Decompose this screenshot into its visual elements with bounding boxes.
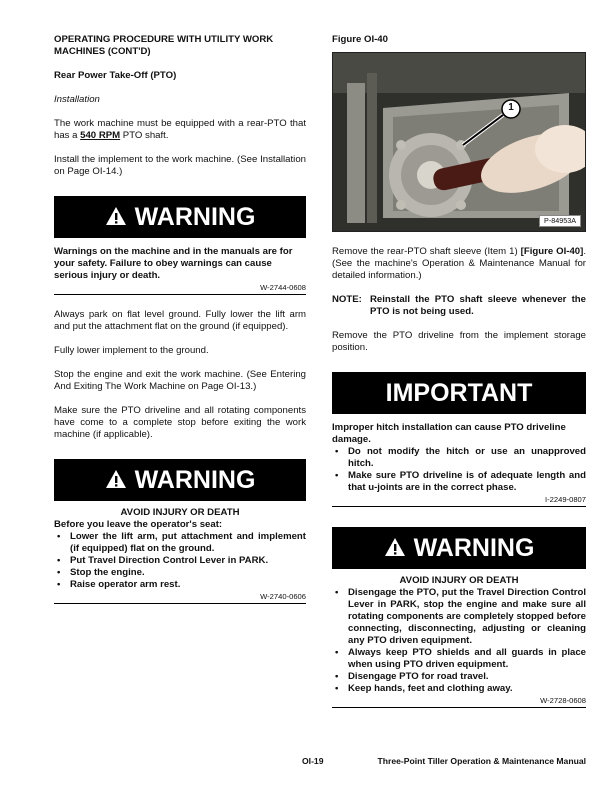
list-item: • Raise operator arm rest. bbox=[54, 579, 306, 591]
warning-code: W-2744-0608 bbox=[54, 283, 306, 295]
paragraph-lower-implement: Fully lower implement to the ground. bbox=[54, 345, 209, 356]
installation-label: Installation bbox=[54, 94, 100, 105]
important-list bbox=[332, 446, 586, 494]
important-text: Improper hitch installation can cause PTO driveline damage. bbox=[332, 422, 566, 445]
list-item: • Always keep PTO shields and all guards in place when using PTO driven equipment. bbox=[332, 647, 586, 671]
page-number: OI-19 bbox=[302, 756, 324, 766]
warning-block-3 bbox=[332, 527, 586, 708]
list-item: • Keep hands, feet and clothing away. bbox=[332, 683, 586, 695]
warning-code: W-2740-0606 bbox=[54, 592, 306, 604]
warning-intro: Before you leave the operator's seat: bbox=[54, 519, 223, 530]
warning-banner: WARNING bbox=[54, 459, 306, 501]
subsection-title: Rear Power Take-Off (PTO) bbox=[54, 70, 177, 81]
figure-code: P-84953A bbox=[539, 215, 581, 227]
figure-callout-label: 1 bbox=[508, 102, 514, 113]
important-block bbox=[332, 372, 586, 507]
list-item: • Stop the engine. bbox=[54, 567, 306, 579]
warning-block-2 bbox=[54, 459, 306, 604]
figure-label: Figure OI-40 bbox=[332, 34, 388, 45]
warning-banner: WARNING bbox=[54, 196, 306, 238]
note-text: Reinstall the PTO shaft sleeve whenever the PTO is not being used. bbox=[370, 294, 586, 317]
paragraph-remove-sleeve: Remove the rear-PTO shaft sleeve (Item 1) [Figure OI-40]. (See the machine's Operation & Maintenance Manual for detailed information.) bbox=[332, 246, 586, 281]
note-label: NOTE: bbox=[332, 294, 362, 305]
warning-banner: WARNING bbox=[332, 527, 586, 569]
paragraph-pto-requirement: The work machine must be equipped with a rear-PTO that has a 540 RPM PTO shaft. bbox=[54, 118, 306, 141]
important-code: I-2249-0807 bbox=[332, 495, 586, 507]
figure-reference: [Figure OI-40] bbox=[520, 246, 584, 257]
paragraph-remove-driveline: Remove the PTO driveline from the implement storage position. bbox=[332, 330, 586, 353]
paragraph-install-implement: Install the implement to the work machine. (See Installation on Page OI-14.) bbox=[54, 154, 306, 177]
right-column bbox=[332, 34, 586, 717]
warning-list bbox=[54, 531, 306, 591]
paragraph-stop-engine: Stop the engine and exit the work machine. (See Entering And Exiting The Work Machine on Page OI-13.) bbox=[54, 369, 306, 392]
warning-text: Warnings on the machine and in the manuals are for your safety. Failure to obey warnings can cause serious injury or death. bbox=[54, 246, 293, 281]
list-item: • Disengage the PTO, put the Travel Direction Control Lever in PARK, stop the engine and make sure all rotating components are completely stopped before connecting, disconnecting, adjusting or cleaning any PTO driven equipment. bbox=[332, 587, 586, 647]
left-column bbox=[54, 34, 306, 613]
paragraph-park: Always park on flat level ground. Fully lower the lift arm and put the attachment flat on the ground (if equipped). bbox=[54, 309, 306, 332]
list-item: • Make sure PTO driveline is of adequate length and that u-joints are in the correct phase. bbox=[332, 470, 586, 494]
list-item: • Do not modify the hitch or use an unapproved hitch. bbox=[332, 446, 586, 470]
figure-photo bbox=[332, 52, 586, 232]
list-item: • Disengage PTO for road travel. bbox=[332, 671, 586, 683]
warning-list bbox=[332, 587, 586, 695]
important-banner: IMPORTANT bbox=[332, 372, 586, 414]
warning-triangle-icon bbox=[105, 469, 127, 489]
note bbox=[332, 294, 586, 318]
warning-block-1 bbox=[54, 196, 306, 295]
warning-title: AVOID INJURY OR DEATH bbox=[399, 575, 519, 586]
list-item: • Put Travel Direction Control Lever in PARK. bbox=[54, 555, 306, 567]
warning-title: AVOID INJURY OR DEATH bbox=[120, 507, 240, 518]
manual-title: Three-Point Tiller Operation & Maintenance Manual bbox=[377, 756, 586, 766]
rpm-value: 540 RPM bbox=[80, 130, 121, 141]
paragraph-complete-stop: Make sure the PTO driveline and all rotating components have come to a complete stop before exiting the work machine (if applicable). bbox=[54, 405, 306, 440]
warning-triangle-icon bbox=[384, 537, 406, 557]
warning-triangle-icon bbox=[105, 206, 127, 226]
warning-code: W-2728-0608 bbox=[332, 696, 586, 708]
pto-shaft-photo bbox=[333, 53, 586, 232]
list-item: • Lower the lift arm, put attachment and implement (if equipped) flat on the ground. bbox=[54, 531, 306, 555]
section-title: OPERATING PROCEDURE WITH UTILITY WORK MACHINES (CONT'D) bbox=[54, 34, 274, 57]
